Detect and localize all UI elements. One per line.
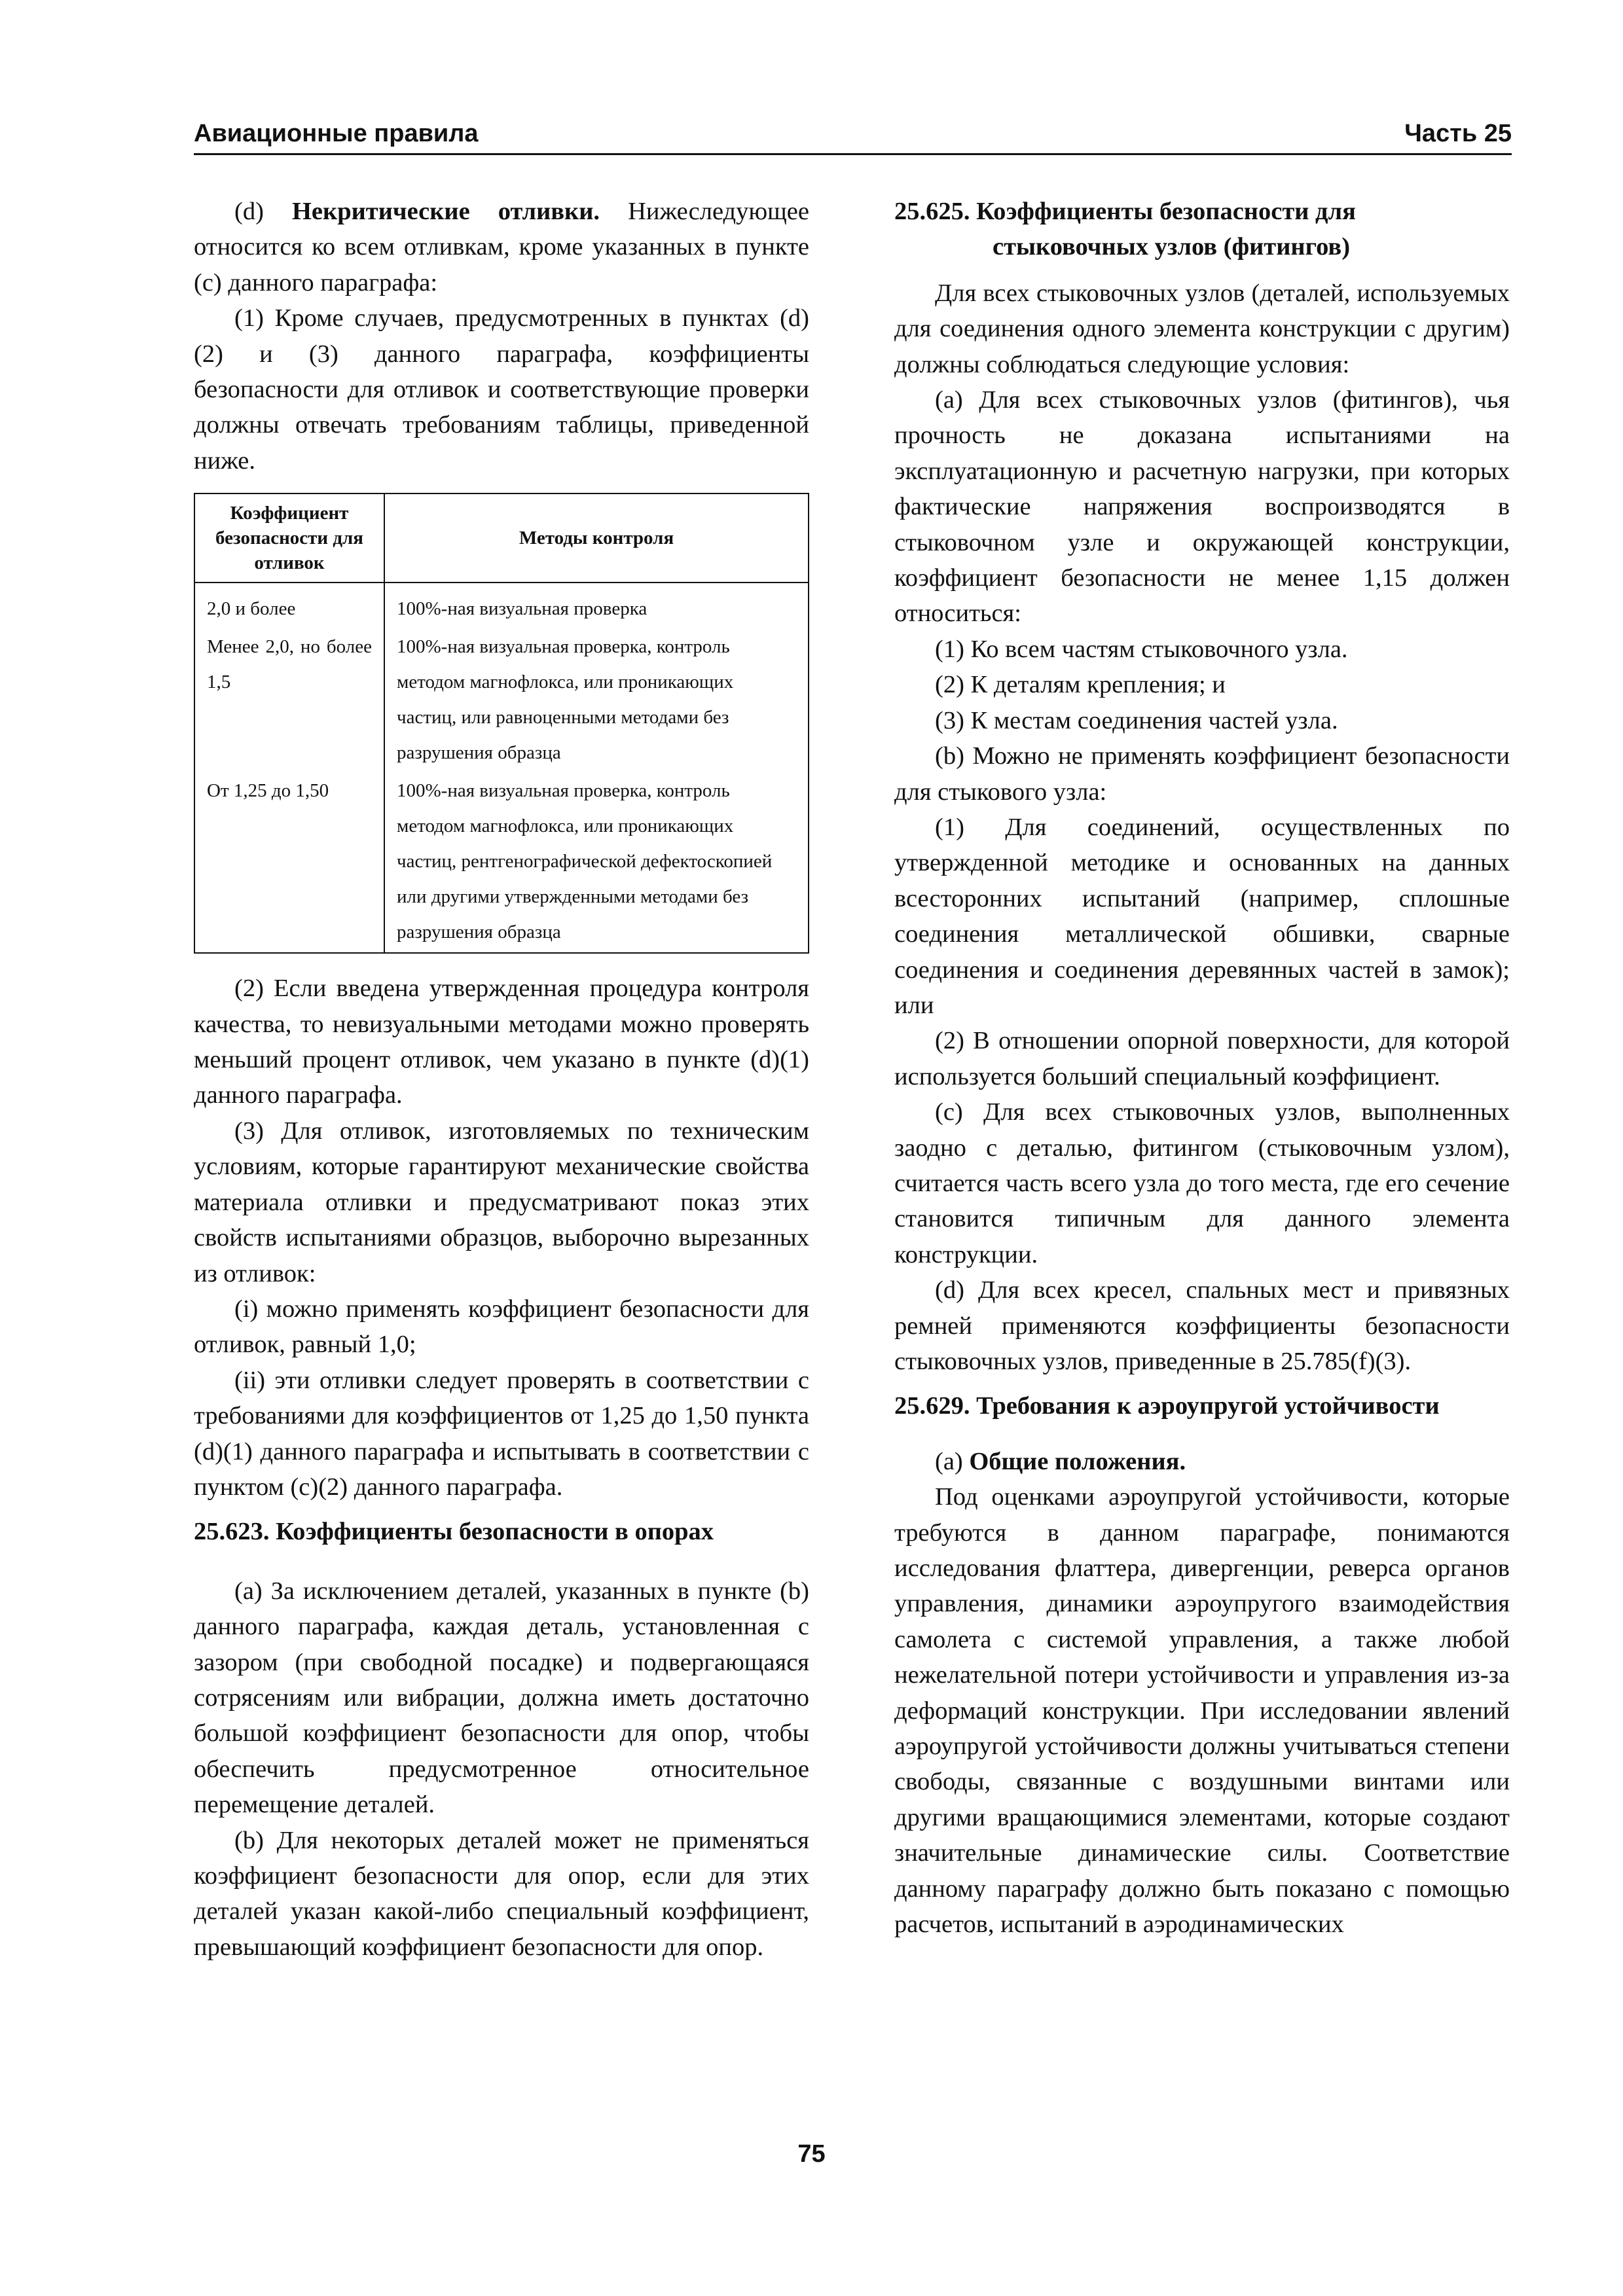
heading-general-provisions: Общие положения. (969, 1447, 1186, 1475)
table-header-factor: Коэффициент безопасности для отливок (194, 493, 384, 583)
paragraph-625-a: (а) Для всех стыковочных узлов (фитингов), чья прочность не доказана испытаниями на эксплуатационную и расчетную нагрузки, при которых фактические напряжения воспроизводятся в стыковочном узле и окружающей конструкции, коэффициент безопасности не менее 1,15 должен относиться: (894, 386, 1510, 628)
paragraph-625-d: (d) Для всех кресел, спальных мест и привязных ремней применяются коэффициенты безопасности стыковочных узлов, приведенные в 25.785(f)(3). (894, 1276, 1510, 1375)
table-header-methods: Методы контроля (384, 493, 809, 583)
paragraph-629-text: Под оценками аэроупругой устойчивости, которые требуются в данном параграфе, понимаются исследования флаттера, дивергенции, реверса органов управления, динамики аэроупругого взаимодействия самолета с системой управления, а также любой нежелательной потери устойчивости и управления из-за деформаций конструкции. При исследовании явлений аэроупругой устойчивости должны учитываться степени свободы, связанные с воздушными винтами или другими вращающимися элементами, которые создают значительные динамические силы. Соответствие данному параграфу должно быть показано с помощью расчетов, испытаний в аэродинамических (894, 1483, 1510, 1939)
table-cell-method: 100%-ная визуальная проверка (384, 583, 809, 626)
paragraph-d3: (3) Для отливок, изготовляемых по техническим условиям, которые гарантируют механические свойства материала отливки и предусматривают показ этих свойств испытаниями образцов, выборочно вырезанных из отливок: (194, 1117, 809, 1287)
table-row (194, 626, 809, 770)
paragraph-625-a3: (3) К местам соединения частей узла. (935, 706, 1338, 734)
table-row (194, 583, 809, 626)
header-part: Часть 25 (1404, 120, 1512, 147)
paragraph-629-a: (а) Общие положения. (935, 1447, 1186, 1475)
right-column (894, 194, 1510, 1943)
section-heading-25-623: 25.623. Коэффициенты безопасности в опорах (194, 1518, 714, 1546)
paragraph-d1: (1) Кроме случаев, предусмотренных в пунктах (d)(2) и (3) данного параграфа, коэффициенты безопасности для отливок и соответствующие проверки должны отвечать требованиям таблицы, приведенной ниже. (194, 304, 809, 475)
page-number: 75 (797, 2140, 826, 2168)
paragraph-623-b: (b) Для некоторых деталей может не применяться коэффициент безопасности для опор, если для этих деталей указан какой-либо специальный коэффициент, превышающий коэффициент безопасности для опор. (194, 1826, 809, 1961)
paragraph-d3ii: (ii) эти отливки следует проверять в соответствии с требованиями для коэффициентов от 1,25 до 1,50 пункта (d)(1) данного параграфа и испытывать в соответствии с пунктом (с)(2) данного параграфа. (194, 1366, 809, 1501)
paragraph-d2: (2) Если введена утвержденная процедура контроля качества, то невизуальными методами можно проверять меньший процент отливок, чем указано в пункте (d)(1) данного параграфа. (194, 975, 809, 1109)
paragraph-625-c: (с) Для всех стыковочных узлов, выполненных заодно с деталью, фитингом (стыковочным узлом), считается часть всего узла до того места, где его сечение становится типичным для данного элемента конструкции. (894, 1098, 1510, 1268)
paragraph-625-b1: (1) Для соединений, осуществленных по утвержденной методике и основанных на данных всесторонних испытаний (например, сплошные соединения металлической обшивки, сварные соединения и соединения деревянных частей в замок); или (894, 813, 1510, 1019)
table-cell-method: 100%-ная визуальная проверка, контроль методом магнофлокса, или проникающих частиц, или равноценными методами без разрушения образца (384, 626, 809, 770)
section-heading-25-625: 25.625. Коэффициенты безопасности для стыковочных узлов (фитингов) (894, 198, 1356, 261)
paragraph-625-b: (b) Можно не применять коэффициент безопасности для стыкового узла: (894, 742, 1510, 806)
paragraph-d3i: (i) можно применять коэффициент безопасности для отливок, равный 1,0; (194, 1295, 809, 1359)
heading-noncritical-castings: Некритические отливки. (291, 198, 600, 225)
castings-table (194, 493, 809, 954)
paragraph-625-intro: Для всех стыковочных узлов (деталей, используемых для соединения одного элемента конструкции с другим) должны соблюдаться следующие условия: (894, 279, 1510, 378)
table-cell-factor: 2,0 и более (194, 583, 384, 626)
paragraph-d: (d) Некритические отливки. Нижеследующее относится ко всем отливкам, кроме указанных в пункте (с) данного параграфа: (194, 198, 809, 296)
table-cell-factor: От 1,25 до 1,50 (194, 770, 384, 953)
table-row (194, 770, 809, 953)
table-cell-factor: Менее 2,0, но более 1,5 (194, 626, 384, 770)
section-heading-25-629: 25.629. Требования к аэроупругой устойчивости (894, 1392, 1440, 1420)
paragraph-623-a: (а) За исключением деталей, указанных в пункте (b) данного параграфа, каждая деталь, установленная с зазором (при свободной посадке) и подвергающаяся сотрясениям или вибрации, должна иметь достаточно большой коэффициент безопасности для опор, чтобы обеспечить предусмотренное относительное перемещение деталей. (194, 1577, 809, 1819)
paragraph-625-a2: (2) К деталям крепления; и (935, 671, 1226, 699)
running-header (194, 113, 1512, 155)
paragraph-625-b2: (2) В отношении опорной поверхности, для которой используется больший специальный коэффициент. (894, 1027, 1510, 1090)
header-title: Авиационные правила (194, 120, 479, 147)
table-cell-method: 100%-ная визуальная проверка, контроль методом магнофлокса, или проникающих частиц, рентгенографической дефектоскопией или другими утвержденными методами без разрушения образца (384, 770, 809, 953)
left-column (194, 194, 809, 1965)
paragraph-625-a1: (1) Ко всем частям стыковочного узла. (935, 635, 1348, 663)
